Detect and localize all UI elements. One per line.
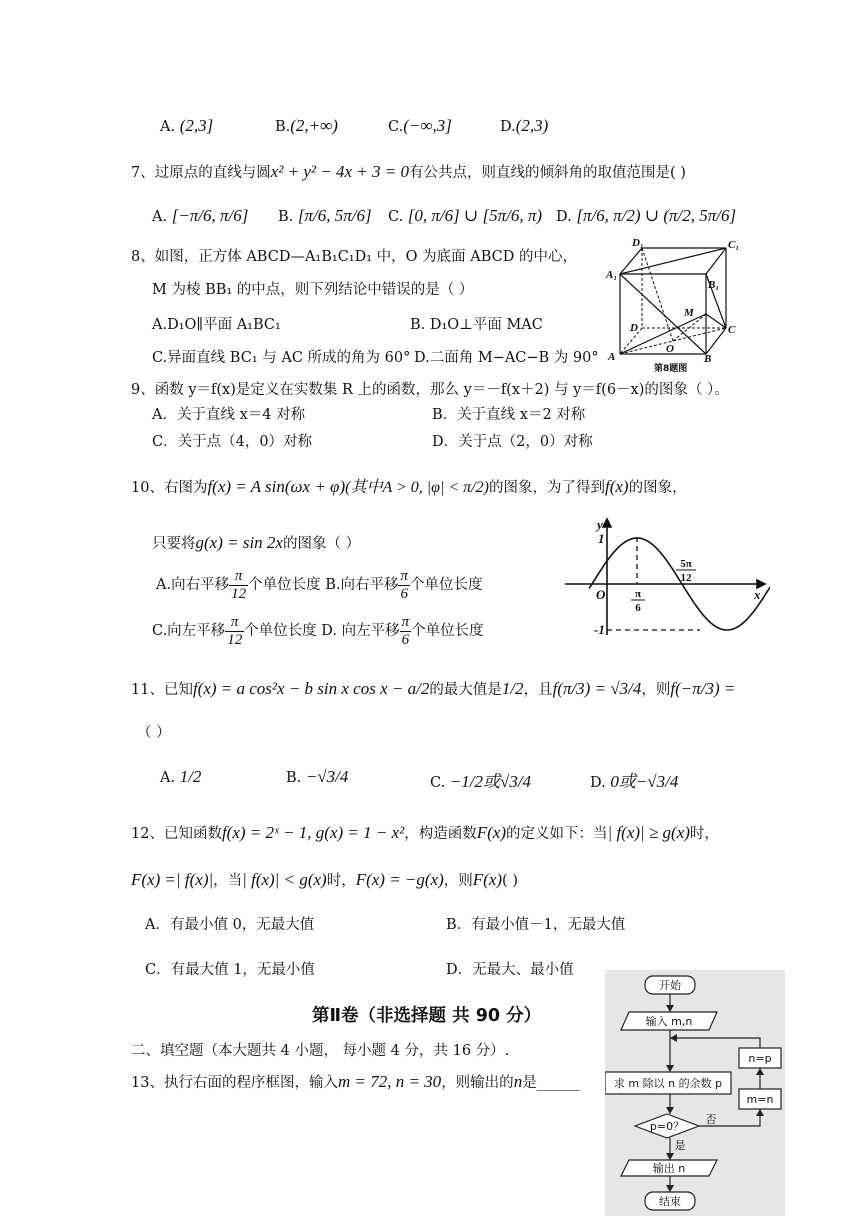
svg-text:5π: 5π <box>680 558 692 570</box>
q8-stem-line1: 8、如图，正方体 ABCD—A₁B₁C₁D₁ 中，O 为底面 ABCD 的中心， <box>131 249 577 265</box>
cube-label-d: D <box>630 322 638 334</box>
q9-option-c: C．关于点（4，0）对称 <box>152 434 313 450</box>
cube-label-b1: B₁ <box>708 279 720 291</box>
graph-label-x: x <box>754 587 761 602</box>
q7-option-d: D. [π/6, π/2) ∪ (π/2, 5π/6] <box>556 206 737 225</box>
q10-stem-line2: 只要将g(x) = sin 2x的图象（ ） <box>152 533 361 552</box>
flow-process-label: 求 m 除以 n 的余数 p <box>613 1077 723 1090</box>
cube-label-o: O <box>666 343 674 355</box>
cube-label-c: C <box>728 324 736 336</box>
svg-text:12: 12 <box>680 572 692 584</box>
q6-option-b: B.(2,+∞) <box>275 116 338 135</box>
q11-stem: 11、已知f(x) = a cos²x − b sin x cos x − a/2的最大值是1/2，且f(π/3) = √3/4，则f(−π/3) = <box>131 679 736 698</box>
svg-text:π: π <box>634 588 642 600</box>
q12-option-c: C．有最大值 1，无最小值 <box>145 962 315 978</box>
graph-label-y: y <box>597 517 603 532</box>
q12-option-b: B．有最小值－1，无最大值 <box>446 917 626 933</box>
q7-option-b: B. [π/6, 5π/6] <box>278 206 372 225</box>
q8-option-c: C.异面直线 BC₁ 与 AC 所成的角为 60° <box>152 350 411 366</box>
cube-label-c1: C₁ <box>728 239 740 251</box>
q9-option-d: D．关于点（2，0）对称 <box>432 434 593 450</box>
q8-stem-line2: M 为棱 BB₁ 的中点，则下列结论中错误的是（ ） <box>152 282 474 298</box>
graph-label-neg-one: -1 <box>594 622 605 637</box>
part2-title: 第Ⅱ卷（非选择题 共 90 分） <box>312 1006 542 1026</box>
cube-caption: 第8题图 <box>654 364 688 374</box>
q10-option-a: A.向右平移 $\frac{\pi}{12}$ 个单位长度 <box>156 568 321 602</box>
flow-yes-label: 是 <box>674 1139 686 1152</box>
q6-option-d: D.(2,3) <box>500 116 549 135</box>
q12-stem-line2: F(x) =| f(x)|，当| f(x)| < g(x)时，F(x) = −g(x)，则F(x)( ) <box>131 870 518 889</box>
cube-label-a1: A₁ <box>606 269 618 281</box>
flow-start-label: 开始 <box>659 979 681 992</box>
q10-stem: 10、右图为f(x) = A sin(ωx + φ)(其中A > 0, |φ| < π/2)的图象，为了得到f(x)的图象， <box>131 477 687 496</box>
part2-section-heading: 二、填空题（本大题共 4 小题， 每小题 4 分，共 16 分）. <box>131 1043 510 1059</box>
q10-option-b: B.向右平移 $\frac{\pi}{6}$ 个单位长度 <box>325 568 483 602</box>
q10-option-d: D. 向左平移 $\frac{\pi}{6}$ 个单位长度 <box>321 614 484 648</box>
flow-no-label: 否 <box>705 1113 717 1126</box>
sine-graph <box>560 515 770 640</box>
q10-options-ab <box>156 568 482 602</box>
cube-figure <box>604 236 744 374</box>
graph-label-one: 1 <box>598 531 605 546</box>
q12-option-a: A．有最小值 0，无最大值 <box>145 917 315 933</box>
q8-option-b: B. D₁O⊥平面 MAC <box>410 317 543 333</box>
q8-option-d: D.二面角 M−AC−B 为 90° <box>414 350 599 366</box>
q9-option-a: A．关于直线 x＝4 对称 <box>152 407 306 423</box>
cube-label-m: M <box>684 307 694 319</box>
q12-option-d: D．无最大、最小值 <box>446 962 574 978</box>
flow-input-label: 输入 m,n <box>645 1015 693 1028</box>
q11-option-d: D. 0或−√3/4 <box>590 772 679 791</box>
q11-answer-paren: （ ） <box>137 725 171 741</box>
flowchart <box>605 970 785 1216</box>
q12-stem-line1: 12、已知函数f(x) = 2ˣ − 1, g(x) = 1 − x²，构造函数F(x)的定义如下：当| f(x)| ≥ g(x)时， <box>131 823 719 842</box>
flow-end-label: 结束 <box>659 1195 681 1208</box>
cube-label-b: B <box>704 353 712 365</box>
q9-option-b: B．关于直线 x＝2 对称 <box>432 407 586 423</box>
q11-option-b: B. −√3/4 <box>286 767 349 786</box>
cube-label-a: A <box>608 351 616 363</box>
svg-text:6: 6 <box>635 602 641 614</box>
q13-stem: 13、执行右面的程序框图，输入m = 72, n = 30，则输出的n是______ <box>131 1072 581 1091</box>
q7-option-c: C. [0, π/6] ∪ [5π/6, π) <box>388 206 543 225</box>
q10-option-c: C.向左平移 $\frac{\pi}{12}$ 个单位长度 <box>152 614 317 648</box>
q11-option-c: C. −1/2或√3/4 <box>430 772 532 791</box>
flow-output-label: 输出 n <box>652 1162 686 1175</box>
q6-option-a: A. (2,3] <box>160 116 214 135</box>
q11-option-a: A. 1/2 <box>160 767 202 786</box>
q8-option-a: A.D₁O∥平面 A₁BC₁ <box>152 317 281 333</box>
graph-label-origin: O <box>596 587 606 602</box>
flow-assign-m-label: m=n <box>746 1093 774 1106</box>
q6-option-c: C.(−∞,3] <box>388 116 452 135</box>
q7-stem: 7、过原点的直线与圆x² + y² − 4x + 3 = 0有公共点，则直线的倾斜角的取值范围是( ) <box>131 162 686 181</box>
flow-assign-n-label: n=p <box>748 1052 772 1065</box>
flow-decision-label: p=0？ <box>649 1120 685 1133</box>
cube-label-d1: D₁ <box>632 237 644 249</box>
q9-stem: 9、函数 y＝f(x)是定义在实数集 R 上的函数，那么 y＝－f(x＋2) 与 y＝f(6－x)的图象（ ）。 <box>131 382 729 398</box>
q7-option-a: A. [−π/6, π/6] <box>152 206 249 225</box>
q10-options-cd <box>152 614 484 648</box>
